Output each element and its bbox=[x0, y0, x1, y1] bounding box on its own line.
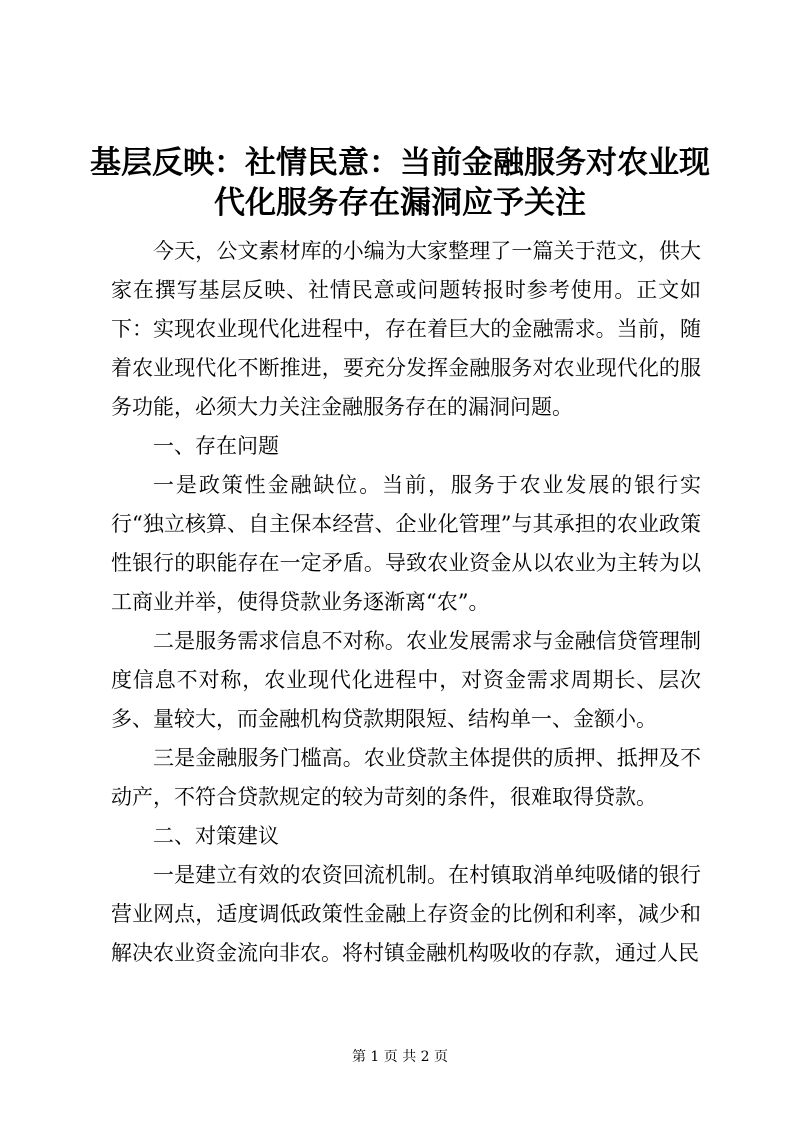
problem-paragraph-3: 三是金融服务门槛高。农业贷款主体提供的质押、抵押及不动产，不符合贷款规定的较为苛刻的条件，很难取得贷款。 bbox=[111, 746, 701, 809]
intro-paragraph: 今天，公文素材库的小编为大家整理了一篇关于范文，供大家在撰写基层反映、社情民意或问题转报时参考使用。正文如下： bbox=[111, 239, 701, 341]
section-heading-problems: 一、存在问题 bbox=[153, 434, 279, 458]
suggestion-paragraph-1: 一是建立有效的农资回流机制。在村镇取消单纯吸储的银行营业网点，适度调低政策性金融上存资金的比例和利率，减少和解决农业资金流向非农。将村镇金融机构吸收的存款，通过人民 bbox=[111, 863, 701, 965]
problem-paragraph-2: 二是服务需求信息不对称。农业发展需求与金融信贷管理制度信息不对称，农业现代化进程中，对资金需求周期长、层次多、量较大，而金融机构贷款期限短、结构单一、金额小。 bbox=[111, 629, 701, 731]
problem-paragraph-1: 一是政策性金融缺位。当前，服务于农业发展的银行实行“独立核算、自主保本经营、企业化管理”与其承担的农业政策性银行的职能存在一定矛盾。导致农业资金从以农业为主转为以工商业并举，使得贷款业务逐渐离“农”。 bbox=[111, 473, 701, 614]
body-paragraph-1: 实现农业现代化进程中，存在着巨大的金融需求。当前，随着农业现代化不断推进，要充分发挥金融服务对农业现代化的服务功能，必须大力关注金融服务存在的漏洞问题。 bbox=[111, 317, 701, 419]
section-heading-suggestions: 二、对策建议 bbox=[153, 824, 279, 848]
document-title-line-1: 基层反映：社情民意：当前金融服务对农业现 bbox=[90, 145, 710, 181]
document-title-line-2: 代化服务存在漏洞应予关注 bbox=[214, 185, 586, 221]
page-number-footer: 第 1 页 共 2 页 bbox=[351, 1049, 449, 1065]
